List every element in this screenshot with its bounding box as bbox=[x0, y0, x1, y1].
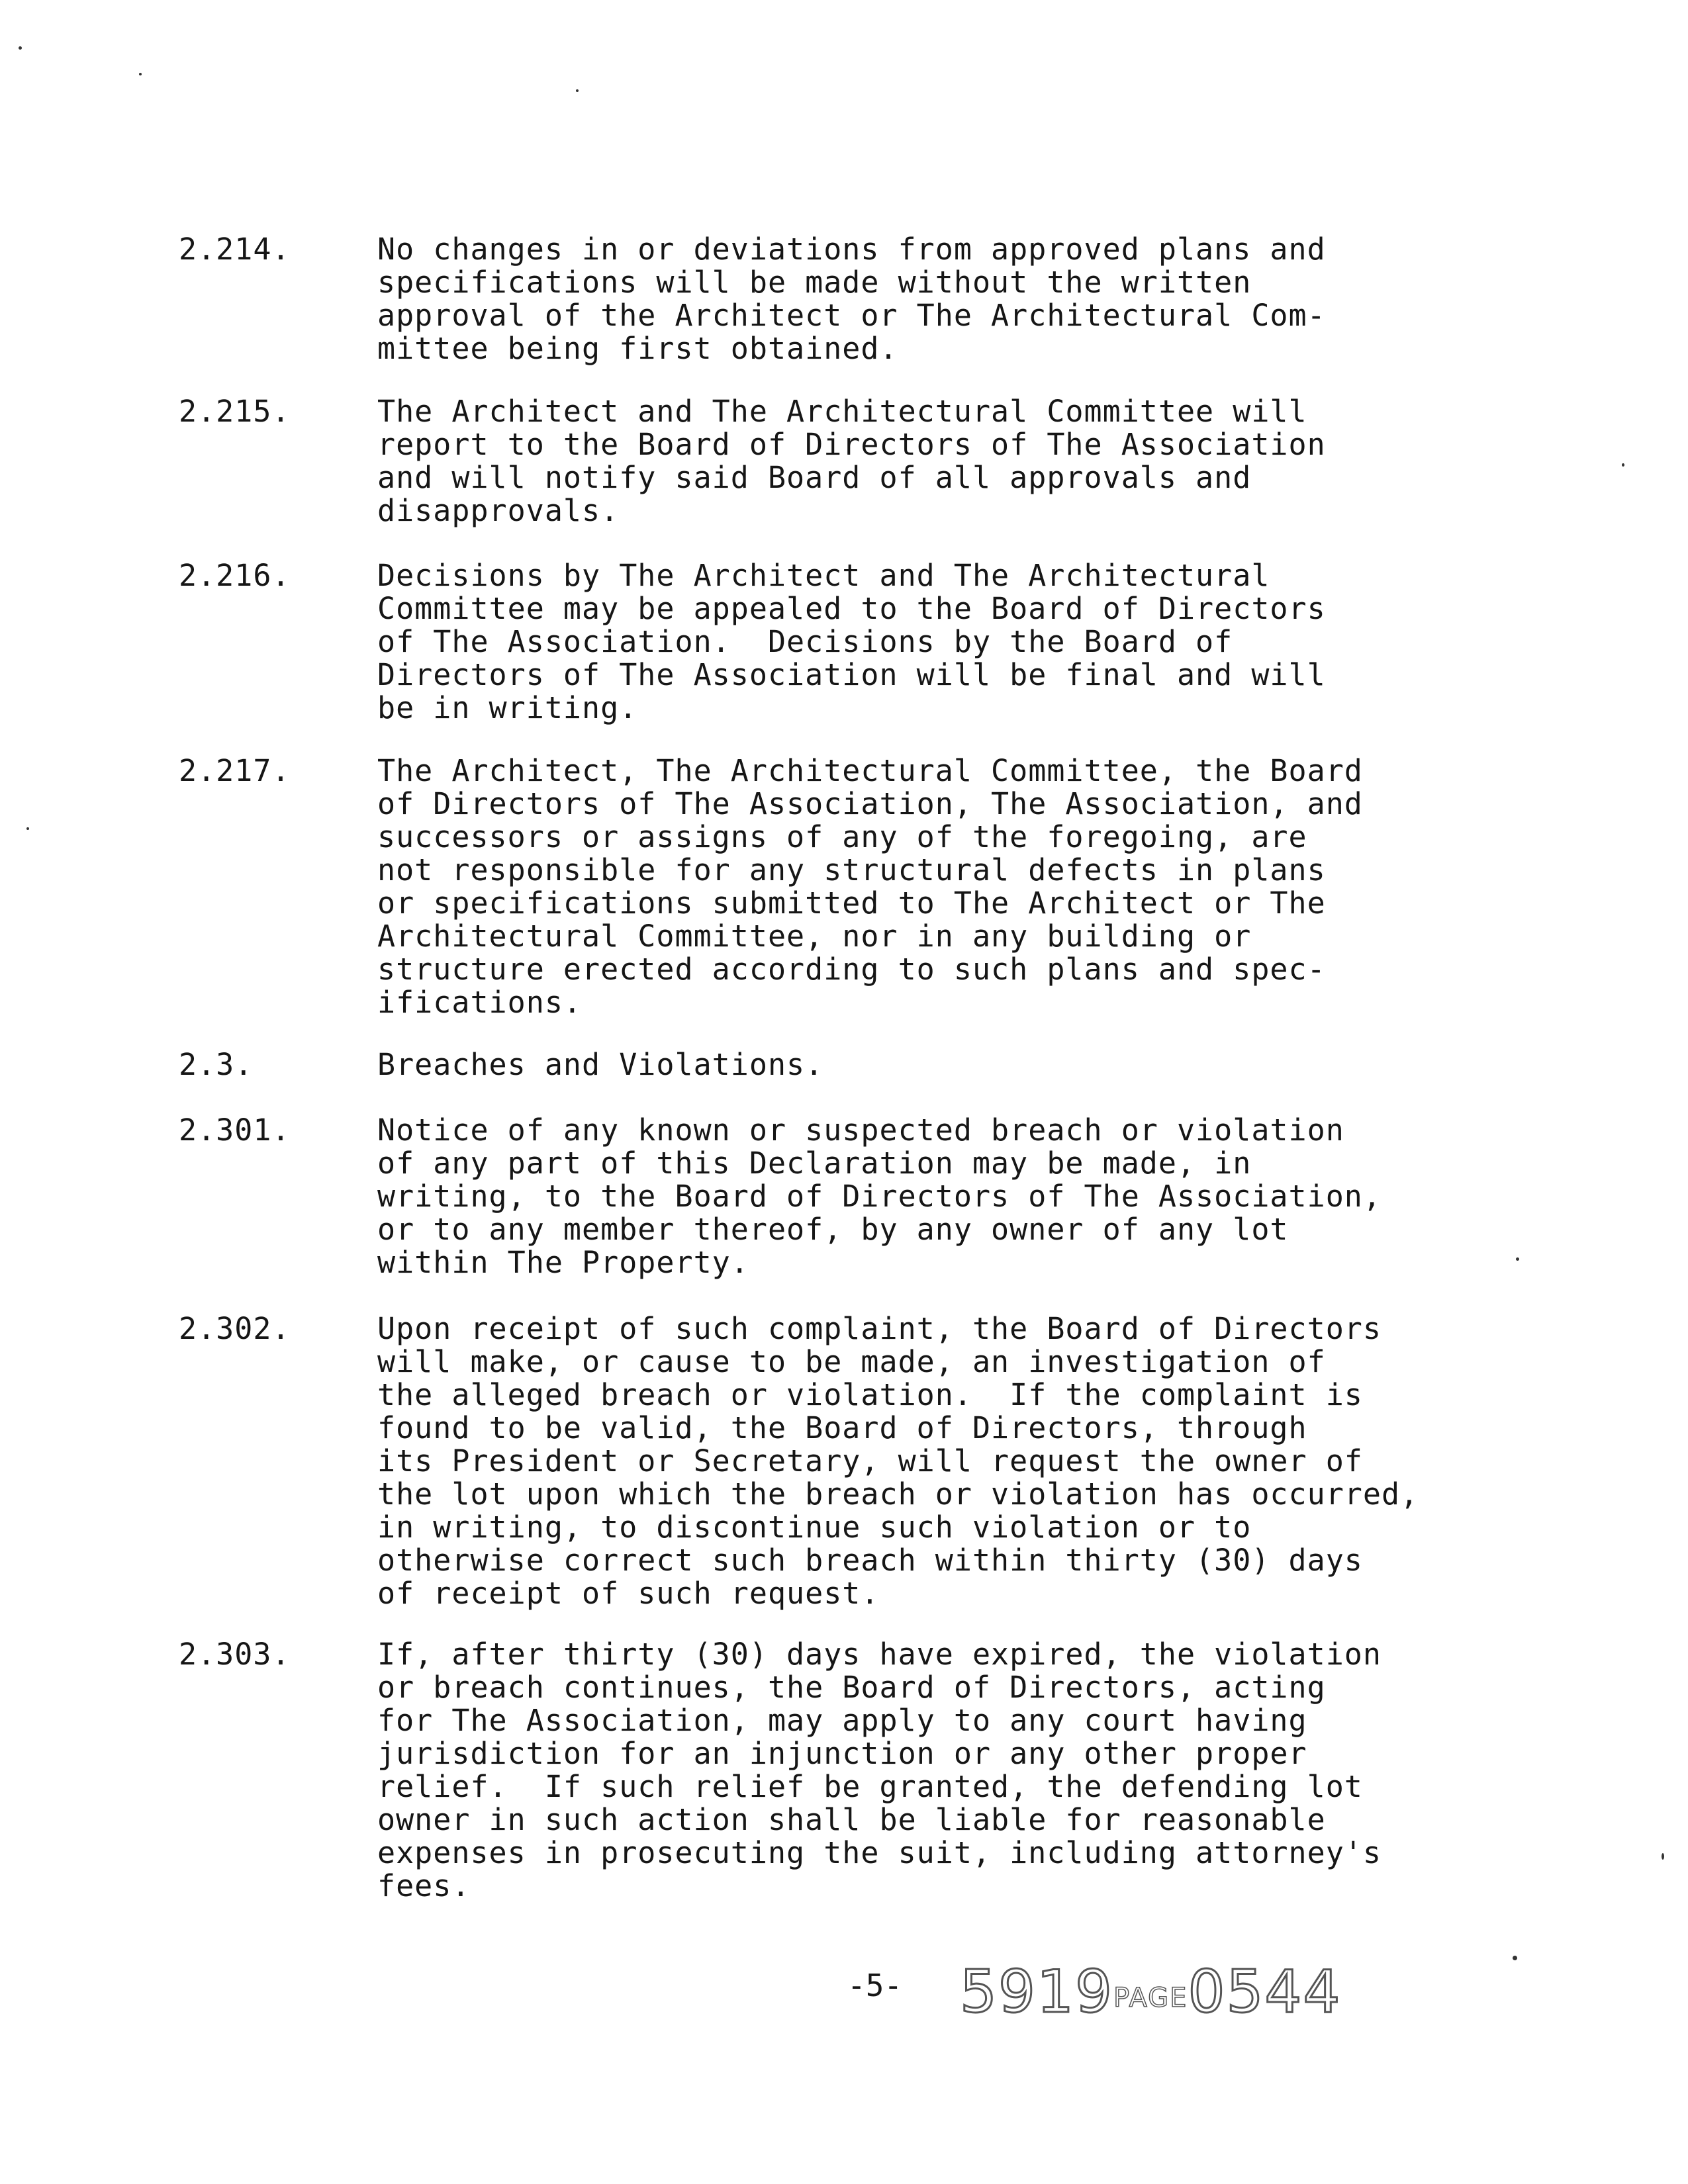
text-line: or breach continues, the Board of Directors, acting bbox=[377, 1670, 1326, 1705]
section-number: 2.302. bbox=[179, 1311, 291, 1346]
section-text bbox=[377, 754, 1503, 1019]
text-line: within The Property. bbox=[377, 1245, 749, 1280]
text-line: will make, or cause to be made, an investigation of bbox=[377, 1344, 1326, 1379]
text-line: successors or assigns of any of the foregoing, are bbox=[377, 819, 1307, 854]
text-line: relief. If such relief be granted, the defending lot bbox=[377, 1769, 1363, 1804]
scan-speck bbox=[576, 89, 579, 92]
section-number: 2.216. bbox=[179, 558, 291, 593]
text-line: or to any member thereof, by any owner of any lot bbox=[377, 1212, 1289, 1247]
scan-speck bbox=[139, 73, 142, 75]
text-line: the lot upon which the breach or violation has occurred, bbox=[377, 1477, 1419, 1512]
stamp-mid: PAGE bbox=[1113, 1983, 1188, 2013]
text-line: of Directors of The Association, The Association, and bbox=[377, 786, 1363, 821]
text-line: the alleged breach or violation. If the complaint is bbox=[377, 1377, 1363, 1412]
scan-speck bbox=[1516, 1257, 1519, 1261]
text-line: ifications. bbox=[377, 985, 583, 1020]
section-number: 2.301. bbox=[179, 1113, 291, 1148]
text-line: not responsible for any structural defects in plans bbox=[377, 852, 1326, 887]
text-line: Upon receipt of such complaint, the Board of Directors bbox=[377, 1311, 1382, 1346]
text-line: of receipt of such request. bbox=[377, 1576, 880, 1611]
text-line: owner in such action shall be liable for reasonable bbox=[377, 1802, 1326, 1837]
text-line: expenses in prosecuting the suit, including attorney's bbox=[377, 1835, 1382, 1870]
text-line: The Architect, The Architectural Committee, the Board bbox=[377, 753, 1363, 788]
scan-speck bbox=[19, 46, 22, 50]
text-line: Committee may be appealed to the Board of Directors bbox=[377, 591, 1326, 626]
text-line: and will notify said Board of all approvals and bbox=[377, 460, 1252, 495]
text-line: jurisdiction for an injunction or any other proper bbox=[377, 1736, 1307, 1771]
text-line: writing, to the Board of Directors of The Association, bbox=[377, 1179, 1382, 1214]
scan-speck bbox=[1513, 1956, 1517, 1960]
section-number: 2.303. bbox=[179, 1637, 291, 1672]
text-line: or specifications submitted to The Architect or The bbox=[377, 886, 1326, 921]
stamp-book: 5919 bbox=[960, 1958, 1113, 2026]
text-line: report to the Board of Directors of The Association bbox=[377, 427, 1326, 462]
text-line: otherwise correct such breach within thirty (30) days bbox=[377, 1543, 1363, 1578]
text-line: Decisions by The Architect and The Architectural bbox=[377, 558, 1270, 593]
section-text bbox=[377, 395, 1503, 527]
section-heading bbox=[377, 1048, 1503, 1081]
section-text bbox=[377, 1638, 1503, 1903]
text-line: in writing, to discontinue such violation or to bbox=[377, 1510, 1252, 1545]
text-line: mittee being first obtained. bbox=[377, 331, 898, 366]
text-line: disapprovals. bbox=[377, 493, 620, 528]
scan-speck bbox=[1622, 463, 1624, 467]
text-line: If, after thirty (30) days have expired, the violation bbox=[377, 1637, 1382, 1672]
text-line: approval of the Architect or The Architectural Com- bbox=[377, 298, 1326, 333]
text-line: Architectural Committee, nor in any building or bbox=[377, 919, 1252, 954]
section-number: 2.217. bbox=[179, 753, 291, 788]
section-text bbox=[377, 559, 1503, 725]
text-line: The Architect and The Architectural Committee will bbox=[377, 394, 1307, 429]
text-line: Directors of The Association will be final and will bbox=[377, 657, 1326, 692]
text-line: No changes in or deviations from approved plans and bbox=[377, 232, 1326, 267]
stamp-page: 0544 bbox=[1188, 1958, 1342, 2026]
text-line: fees. bbox=[377, 1868, 471, 1903]
text-line: of The Association. Decisions by the Board of bbox=[377, 624, 1233, 659]
section-text bbox=[377, 1312, 1503, 1610]
text-line: specifications will be made without the written bbox=[377, 265, 1252, 300]
text-line: of any part of this Declaration may be made, in bbox=[377, 1146, 1252, 1181]
section-text bbox=[377, 233, 1503, 365]
text-line: its President or Secretary, will request the owner of bbox=[377, 1443, 1363, 1479]
page-number: -5- bbox=[847, 1968, 903, 2003]
section-text bbox=[377, 1114, 1503, 1279]
section-number: 2.214. bbox=[179, 232, 291, 267]
recording-stamp bbox=[960, 1959, 1341, 2031]
text-line: structure erected according to such plans and spec- bbox=[377, 952, 1326, 987]
text-line: be in writing. bbox=[377, 690, 638, 725]
text-line: Breaches and Violations. bbox=[377, 1047, 824, 1082]
scan-speck bbox=[26, 827, 29, 830]
scan-speck bbox=[1662, 1853, 1664, 1860]
text-line: found to be valid, the Board of Directors, through bbox=[377, 1410, 1307, 1445]
section-number: 2.215. bbox=[179, 394, 291, 429]
text-line: for The Association, may apply to any court having bbox=[377, 1703, 1307, 1738]
section-number: 2.3. bbox=[179, 1047, 254, 1082]
text-line: Notice of any known or suspected breach or violation bbox=[377, 1113, 1344, 1148]
